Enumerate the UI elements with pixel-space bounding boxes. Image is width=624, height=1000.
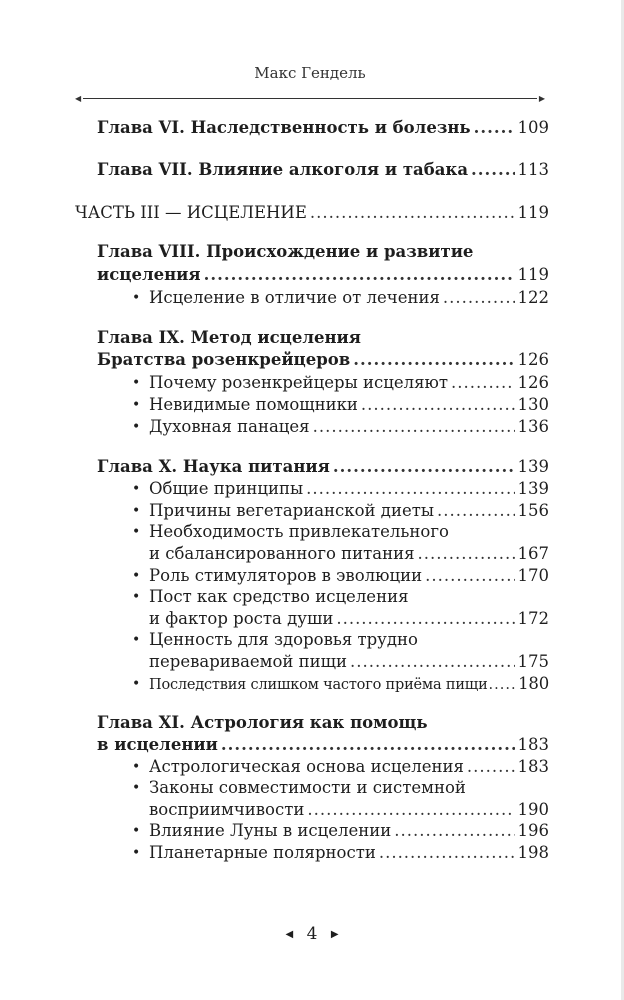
- page-number: 183: [517, 757, 549, 776]
- toc-entry-chapter-11[interactable]: в исцелении ..... 183: [97, 734, 549, 756]
- toc-subentry[interactable]: Планетарные полярности ..... 198: [149, 842, 549, 864]
- toc-subentry[interactable]: восприимчивости ..... 190: [149, 799, 549, 821]
- chapter-8-title-line1: Глава VIII. Происхождение и развитие: [97, 242, 474, 261]
- dot-leader: [474, 117, 515, 139]
- page-number: 139: [517, 479, 549, 498]
- toc-entry-chapter-10[interactable]: Глава X. Наука питания ..... 139: [97, 456, 549, 478]
- page-number: 170: [517, 566, 549, 585]
- page-number: 126: [517, 350, 549, 369]
- page-number: 126: [517, 373, 549, 392]
- bullet-icon: •: [132, 481, 141, 497]
- running-header-author: Макс Гендель: [254, 64, 366, 82]
- chapter-11-title-line1: Глава XI. Астрология как помощь: [97, 713, 428, 732]
- toc-entry-chapter-6[interactable]: Глава VI. Наследственность и болезнь ..... 109: [97, 117, 549, 139]
- bullet-icon: •: [132, 419, 141, 435]
- dot-leader: [361, 394, 515, 416]
- dot-leader: [313, 416, 515, 438]
- toc-subentry[interactable]: Причины вегетарианской диеты ..... 156: [149, 500, 549, 522]
- dot-leader: [221, 734, 515, 756]
- dot-leader: [394, 820, 514, 842]
- bullet-icon: •: [132, 290, 141, 306]
- bullet-icon: •: [132, 676, 141, 692]
- dot-leader: [437, 500, 515, 522]
- page-number: 4: [306, 924, 318, 944]
- page-number: 109: [517, 118, 549, 137]
- page-number: 156: [517, 501, 549, 520]
- bullet-icon: •: [132, 589, 141, 605]
- page-number: 139: [517, 457, 549, 476]
- dot-leader: [310, 202, 515, 224]
- dot-leader: [418, 543, 515, 565]
- page-footer: [0, 924, 624, 944]
- dot-leader: [204, 264, 515, 286]
- rule-arrow-right-icon: ▶: [538, 94, 545, 103]
- bullet-icon: •: [132, 375, 141, 391]
- bullet-icon: •: [132, 823, 141, 839]
- bullet-icon: •: [132, 845, 141, 861]
- bullet-icon: •: [132, 780, 141, 796]
- subentry-line1: Законы совместимости и системной: [149, 778, 466, 797]
- toc-entry-chapter-9[interactable]: Братства розенкрейцеров ..... 126: [97, 349, 549, 371]
- bullet-icon: •: [132, 397, 141, 413]
- bullet-icon: •: [132, 632, 141, 648]
- dot-leader: [489, 674, 518, 696]
- toc-subentry[interactable]: и сбалансированного питания ..... 167: [149, 543, 549, 565]
- toc-subentry[interactable]: Духовная панацея ..... 136: [149, 416, 549, 438]
- toc-entry-part-3[interactable]: ЧАСТЬ III — ИСЦЕЛЕНИЕ ..... 119: [75, 202, 549, 224]
- page-number: 119: [517, 203, 549, 222]
- page-number: 180: [518, 674, 549, 693]
- toc-subentry[interactable]: Астрологическая основа исцеления ..... 183: [149, 756, 549, 778]
- subentry-line1: Ценность для здоровья трудно: [149, 630, 418, 649]
- toc-subentry[interactable]: Исцеление в отличие от лечения ..... 122: [149, 287, 549, 309]
- toc-subentry[interactable]: Почему розенкрейцеры исцеляют ..... 126: [149, 372, 549, 394]
- dot-leader: [379, 842, 515, 864]
- page-number: 196: [517, 821, 549, 840]
- arrow-left-icon: ◀: [285, 929, 294, 940]
- chapter-9-title-line1: Глава IX. Метод исцеления: [97, 328, 361, 347]
- dot-leader: [307, 799, 514, 821]
- dot-leader: [467, 756, 515, 778]
- rule-arrow-left-icon: ◀: [75, 94, 82, 103]
- toc-subentry[interactable]: перевариваемой пищи ..... 175: [149, 651, 549, 673]
- bullet-icon: •: [132, 503, 141, 519]
- dot-leader: [425, 565, 514, 587]
- dot-leader: [306, 478, 514, 500]
- toc-entry-chapter-8[interactable]: исцеления ..... 119: [97, 264, 549, 286]
- dot-leader: [471, 159, 514, 181]
- page-number: 167: [517, 544, 549, 563]
- toc-subentry[interactable]: Общие принципы ..... 139: [149, 478, 549, 500]
- bullet-icon: •: [132, 524, 141, 540]
- toc-subentry[interactable]: и фактор роста души ..... 172: [149, 608, 549, 630]
- dot-leader: [353, 349, 514, 371]
- toc-subentry[interactable]: Роль стимуляторов в эволюции ..... 170: [149, 565, 549, 587]
- page-number: 113: [517, 160, 549, 179]
- dot-leader: [333, 456, 515, 478]
- page-number: 136: [517, 417, 549, 436]
- dot-leader: [443, 287, 515, 309]
- page-number: 183: [517, 735, 549, 754]
- page-number: 122: [517, 288, 549, 307]
- page-number: 130: [517, 395, 549, 414]
- bullet-icon: •: [132, 568, 141, 584]
- arrow-right-icon: ▶: [330, 929, 339, 940]
- toc-subentry[interactable]: Последствия слишком частого приёма пищи ..... 180: [149, 673, 549, 696]
- toc-entry-chapter-7[interactable]: Глава VII. Влияние алкоголя и табака ..... 113: [97, 159, 549, 181]
- dot-leader: [451, 372, 515, 394]
- page-number: 119: [517, 265, 549, 284]
- dot-leader: [336, 608, 514, 630]
- page-number: 175: [517, 652, 549, 671]
- bullet-icon: •: [132, 759, 141, 775]
- dot-leader: [350, 651, 514, 673]
- page-number: 172: [517, 609, 549, 628]
- subentry-line1: Пост как средство исцеления: [149, 587, 409, 606]
- toc-subentry[interactable]: Влияние Луны в исцелении ..... 196: [149, 820, 549, 842]
- page-number: 198: [517, 843, 549, 862]
- toc-subentry[interactable]: Невидимые помощники ..... 130: [149, 394, 549, 416]
- page-number: 190: [517, 800, 549, 819]
- subentry-line1: Необходимость привлекательного: [149, 522, 449, 541]
